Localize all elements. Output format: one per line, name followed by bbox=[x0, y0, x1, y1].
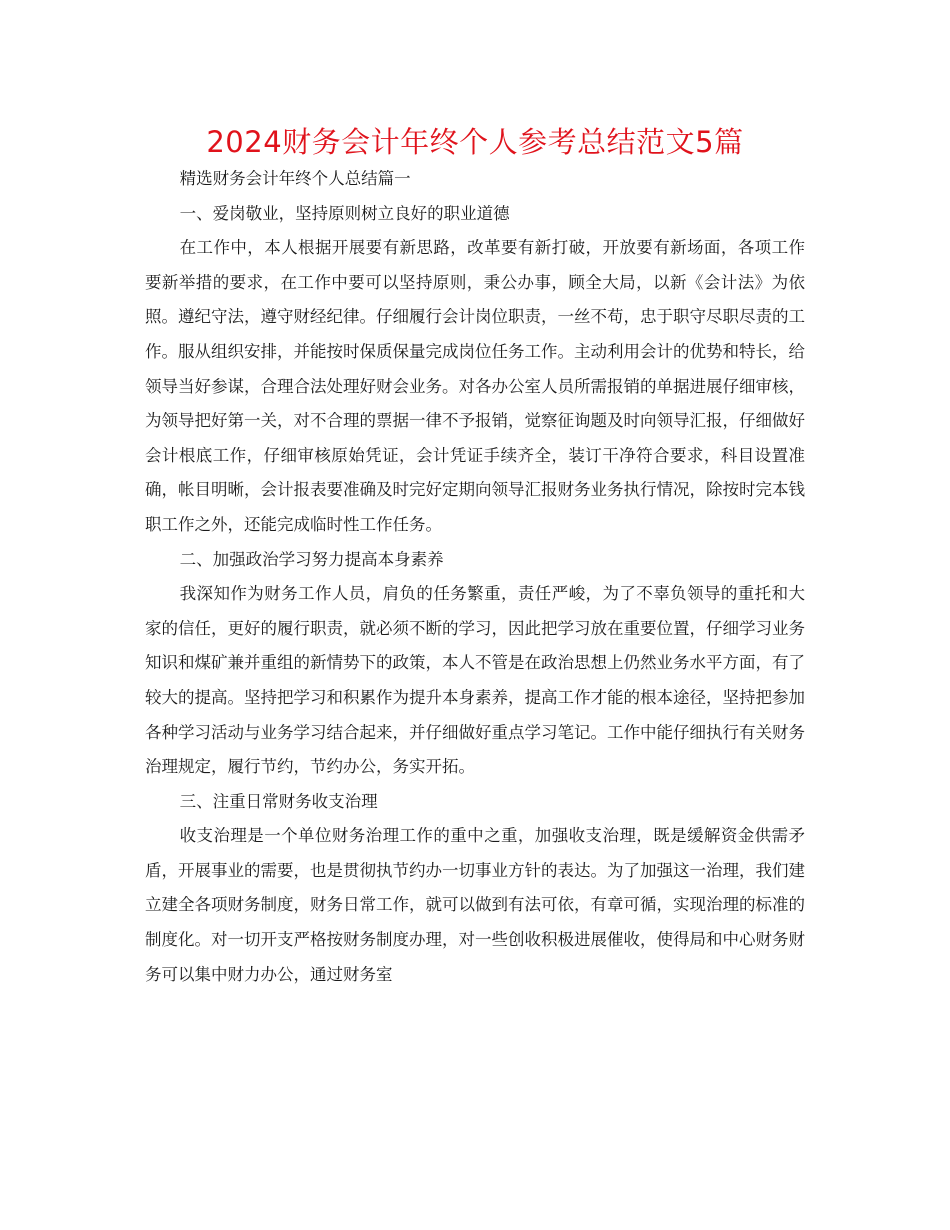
section-paragraph: 我深知作为财务工作人员，肩负的任务繁重，责任严峻，为了不辜负领导的重托和大家的信任，更好的履行职责，就必须不断的学习，因此把学习放在重要位置，仔细学习业务知识和煤矿兼并重组的新情势下的政策，本人不管是在政治思想上仍然业务水平方面，有了较大的提高。坚持把学习和积累作为提升本身素养，提高工作才能的根本途径，坚持把参加各种学习活动与业务学习结合起来，并仔细做好重点学习笔记。工作中能仔细执行有关财务治理规定，履行节约，节约办公，务实开拓。 bbox=[145, 584, 805, 777]
document-body bbox=[145, 162, 805, 992]
section-heading: 一、爱岗敬业，坚持原则树立良好的职业道德 bbox=[179, 203, 510, 223]
document-title: 2024财务会计年终个人参考总结范文5篇 bbox=[206, 125, 744, 159]
document-subtitle: 精选财务会计年终个人总结篇一 bbox=[179, 169, 411, 188]
section-paragraph: 在工作中，本人根据开展要有新思路，改革要有新打破，开放要有新场面，各项工作要新举措的要求，在工作中要可以坚持原则，秉公办事，顾全大局，以新《会计法》为依照。遵纪守法，遵守财经纪律。仔细履行会计岗位职责，一丝不苟，忠于职守尽职尽责的工作。服从组织安排，并能按时保质保量完成岗位任务工作。主动利用会计的优势和特长，给领导当好参谋，合理合法处理好财会业务。对各办公室人员所需报销的单据进展仔细审核，为领导把好第一关，对不合理的票据一律不予报销，觉察征询题及时向领导汇报，仔细做好会计根底工作，仔细审核原始凭证，会计凭证手续齐全，装订干净符合要求，科目设置准确，帐目明晰，会计报表要准确及时完好定期向领导汇报财务业务执行情况，除按时完本钱职工作之外，还能完成临时性工作任务。 bbox=[145, 238, 805, 534]
section-heading: 二、加强政治学习努力提高本身素养 bbox=[179, 549, 444, 569]
section-heading: 三、注重日常财务收支治理 bbox=[179, 791, 378, 811]
section-paragraph: 收支治理是一个单位财务治理工作的重中之重，加强收支治理，既是缓解资金供需矛盾，开展事业的需要，也是贯彻执节约办一切事业方针的表达。为了加强这一治理，我们建立建全各项财务制度，财务日常工作，就可以做到有法可依，有章可循，实现治理的标准的制度化。对一切开支严格按财务制度办理，对一些创收积极进展催收，使得局和中心财务财务可以集中财力办公，通过财务室 bbox=[145, 826, 805, 984]
